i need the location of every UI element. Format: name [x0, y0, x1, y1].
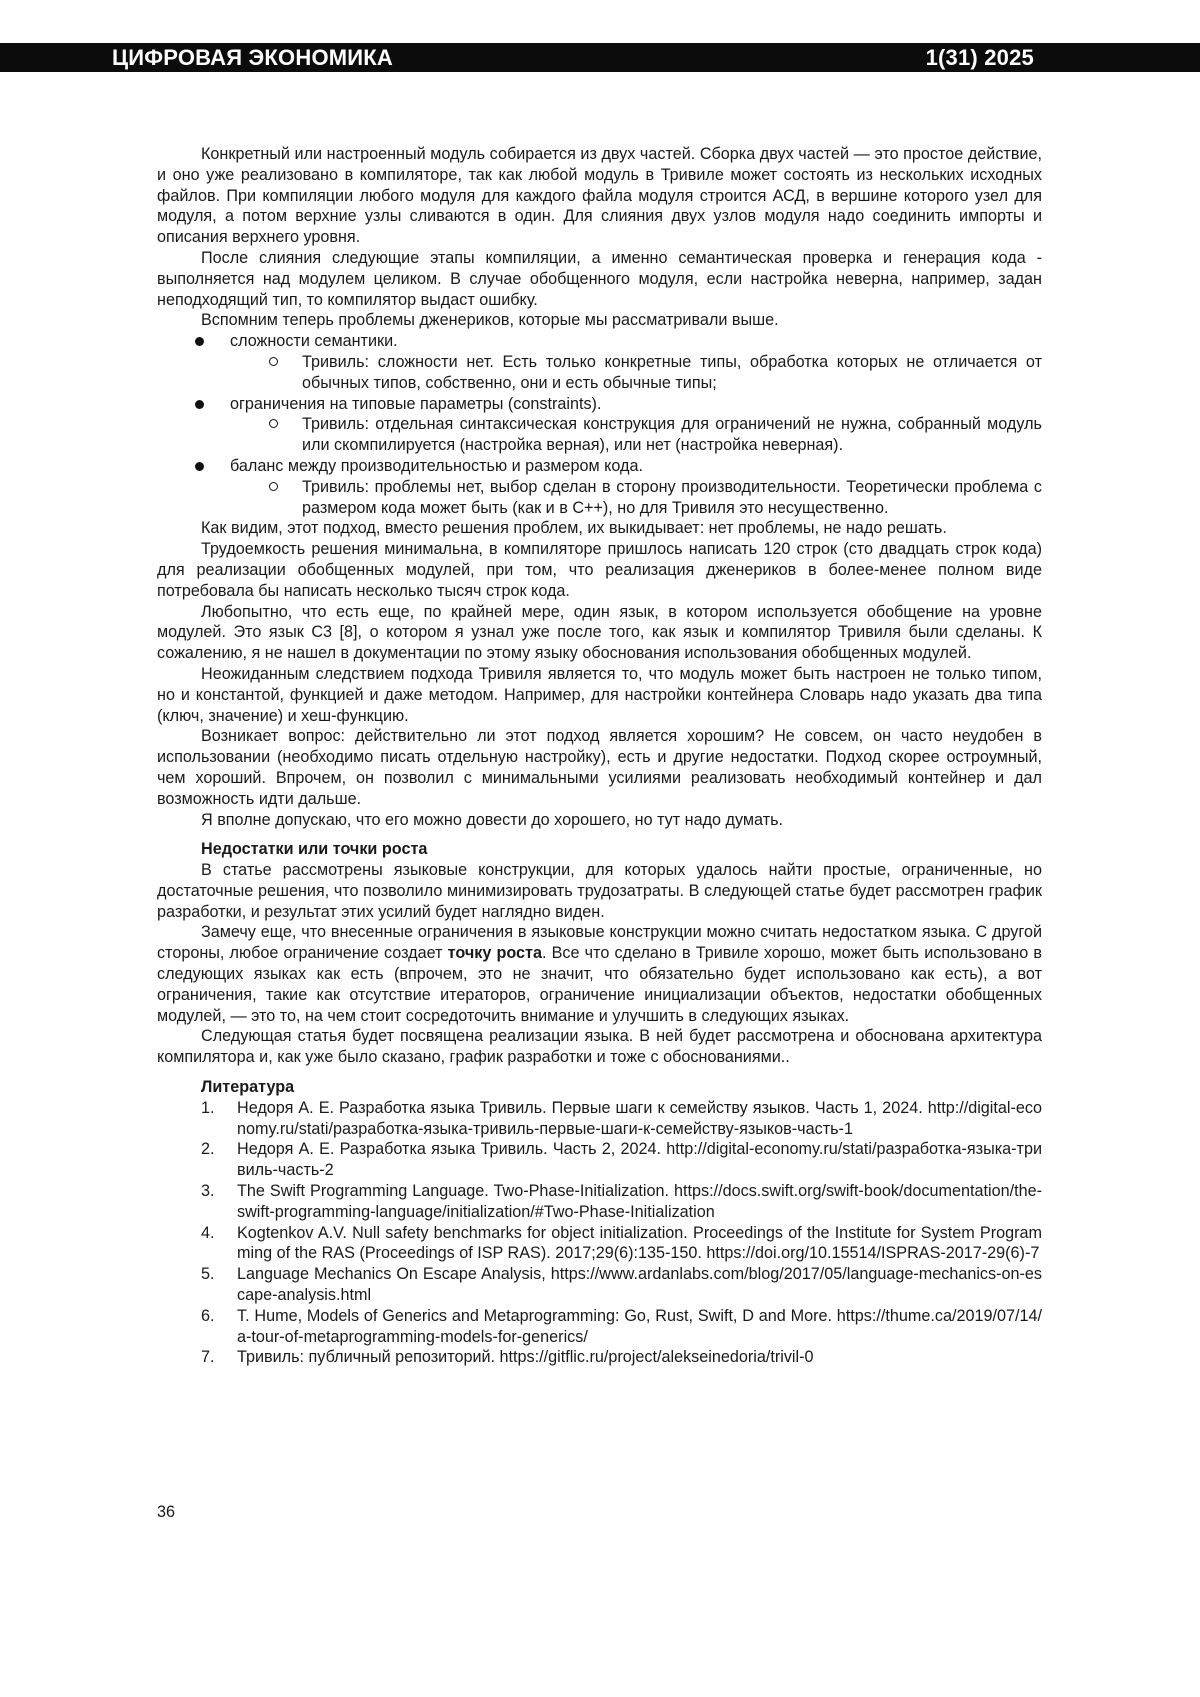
text-run: Замечу еще, что внесенные ограничения в языковые конструкции можно считать недостатком языка. С другой стороны, любое ограничение создает [157, 923, 1042, 963]
reference-item [157, 1264, 1042, 1306]
reference-text: Language Mechanics On Escape Analysis, https://www.ardanlabs.com/blog/2017/05/language-mechanics-on-escape-analysis.html [237, 1265, 1042, 1305]
reference-text: Тривиль: публичный репозиторий. https://gitflic.ru/project/alekseinedoria/trivil-0 [237, 1348, 814, 1367]
issue-number: 1(31) 2025 [925, 45, 1034, 70]
reference-text: Недоря А. Е. Разработка языка Тривиль. Часть 2, 2024. http://digital-economy.ru/stati/разработка-языка-тривиль-часть-2 [237, 1140, 1042, 1180]
sub-bullet-item [157, 414, 1042, 456]
paragraph: Следующая статья будет посвящена реализации языка. В ней будет рассмотрена и обоснована архитектура компилятора и, как уже было сказано, график разработки и тоже с обоснованиями.. [157, 1027, 1042, 1067]
article-body [157, 144, 1042, 1368]
reference-text: Kogtenkov A.V. Null safety benchmarks for object initialization. Proceedings of the Institute for System Programming of the RAS (Proceedings of ISP RAS). 2017;29(6):135-150. https://doi.org/10.15514/ISPRAS-2017-29(6)-7 [237, 1223, 1042, 1263]
bullet-circle [269, 419, 278, 428]
bullet-circle [269, 482, 278, 491]
bullet-dot [195, 400, 204, 409]
bullet-text: ограничения на типовые параметры (constraints). [230, 394, 602, 413]
reference-number: 5. [201, 1265, 215, 1284]
reference-number: 3. [201, 1182, 215, 1201]
bullet-dot [195, 462, 204, 471]
sub-bullet-text: Тривиль: проблемы нет, выбор сделан в сторону производительности. Теоретически проблема с размером кода может быть (как и в С++), но для Тривиля это несущественно. [302, 477, 1042, 517]
sub-bullet-item [157, 352, 1042, 394]
reference-number: 7. [201, 1348, 215, 1367]
paragraph: Возникает вопрос: действительно ли этот подход является хорошим? Не совсем, он часто неудобен в использовании (необходимо писать отдельную настройку), есть и другие недостатки. Подход скорее остроумный, чем хороший. Впрочем, он позволил с минимальными усилиями реализовать необходимый контейнер и дал возможность идти дальше. [157, 727, 1042, 808]
paragraph: Вспомним теперь проблемы дженериков, которые мы рассматривали выше. [201, 311, 779, 330]
bullet-item [157, 331, 1042, 352]
sub-bullet-item [157, 477, 1042, 519]
bullet-circle [269, 357, 278, 366]
references-list [157, 1098, 1042, 1368]
page-number: 36 [157, 1503, 176, 1521]
emphasis-growth-point: точку роста [447, 944, 542, 963]
paragraph: Конкретный или настроенный модуль собирается из двух частей. Сборка двух частей — это простое действие, и оно уже реализовано в компиляторе, так как любой модуль в Тривиле может состоять из нескольких исходных файлов. При компиляции любого модуля для каждого файла модуля строится АСД, в вершине которого узел для модуля, а потом верхние узлы сливаются в один. Для слияния двух узлов модуля надо соединить импорты и описания верхнего уровня. [157, 145, 1042, 247]
reference-item [157, 1098, 1042, 1140]
text-run: . Все что сделано в Тривиле хорошо, может быть использовано в следующих языках как есть (впрочем, это не значит, что обязательно будет использовано как есть), а вот ограничения, такие как отсутствие итераторов, ограничение инициализации объектов, недостатки обобщенных модулей, — это то, на чем стоит сосредоточить внимание и улучшить в следующих языках. [157, 944, 1043, 1025]
paragraph: Я вполне допускаю, что его можно довести до хорошего, но тут надо думать. [201, 810, 784, 829]
references-heading: Литература [201, 1078, 295, 1097]
reference-text: The Swift Programming Language. Two-Phase-Initialization. https://docs.swift.org/swift-book/documentation/the-swift-programming-language/initialization/#Two-Phase-Initialization [237, 1182, 1042, 1221]
paragraph: Любопытно, что есть еще, по крайней мере, один язык, в котором используется обобщение на уровне модулей. Это язык С3 [8], о котором я узнал уже после того, как язык и компилятор Тривиля были сделаны. К сожалению, я не нашел в документации по этому языку обоснования использования обобщенных модулей. [157, 602, 1042, 663]
journal-title: ЦИФРОВАЯ ЭКОНОМИКА [112, 45, 394, 70]
reference-number: 1. [201, 1098, 215, 1117]
reference-item [157, 1306, 1042, 1348]
reference-item [157, 1181, 1042, 1223]
paragraph: Неожиданным следствием подхода Тривиля является то, что модуль может быть настроен не только типом, но и константой, функцией и даже методом. Например, для настройки контейнера Словарь надо указать два типа (ключ, значение) и хеш-функцию. [157, 664, 1042, 725]
paragraph: Трудоемкость решения минимальна, в компиляторе пришлось написать 120 строк (сто двадцать строк кода) для реализации обобщенных модулей, при том, что реализация дженериков в более-менее полном виде потребовала бы написать несколько тысяч строк кода. [157, 540, 1042, 600]
paragraph-with-emphasis [157, 922, 1042, 1026]
bullet-dot [195, 337, 204, 346]
sub-bullet-text: Тривиль: сложности нет. Есть только конкретные типы, обработка которых не отличается от обычных типов, собственно, они и есть обычные типы; [302, 352, 1042, 392]
reference-number: 2. [201, 1140, 215, 1159]
reference-number: 6. [201, 1306, 215, 1325]
reference-number: 4. [201, 1223, 215, 1242]
reference-text: T. Hume, Models of Generics and Metaprogramming: Go, Rust, Swift, D and More. https://thume.ca/2019/07/14/a-tour-of-metaprogramming-models-for-generics/ [237, 1306, 1042, 1346]
bullet-text: баланс между производительностью и размером кода. [230, 456, 643, 475]
reference-item [157, 1347, 1042, 1368]
reference-item [157, 1139, 1042, 1181]
sub-bullet-text: Тривиль: отдельная синтаксическая конструкция для ограничений не нужна, собранный модуль или скомпилируется (настройка верная), или нет (настройка неверная). [302, 415, 1042, 455]
reference-text: Недоря А. Е. Разработка языка Тривиль. Первые шаги к семейству языков. Часть 1, 2024. http://digital-economy.ru/stati/разработка-языка-тривиль-первые-шаги-к-семейству-языков-часть-1 [237, 1098, 1042, 1138]
reference-item [157, 1223, 1042, 1265]
journal-header-bar [0, 43, 1200, 72]
paragraph: После слияния следующие этапы компиляции, а именно семантическая проверка и генерация кода - выполняется над модулем целиком. В случае обобщенного модуля, если настройка неверна, например, задан неподходящий тип, то компилятор выдаст ошибку. [157, 248, 1042, 309]
paragraph: Как видим, этот подход, вместо решения проблем, их выкидывает: нет проблемы, не надо решать. [201, 519, 947, 538]
bullet-text: сложности семантики. [230, 332, 398, 351]
paragraph: В статье рассмотрены языковые конструкции, для которых удалось найти простые, ограниченные, но достаточные решения, что позволило минимизировать трудозатраты. В следующей статье будет рассмотрен график разработки, и результат этих усилий будет наглядно виден. [157, 861, 1042, 921]
bullet-item [157, 394, 1042, 415]
bullet-item [157, 456, 1042, 477]
section-heading: Недостатки или точки роста [201, 840, 428, 859]
